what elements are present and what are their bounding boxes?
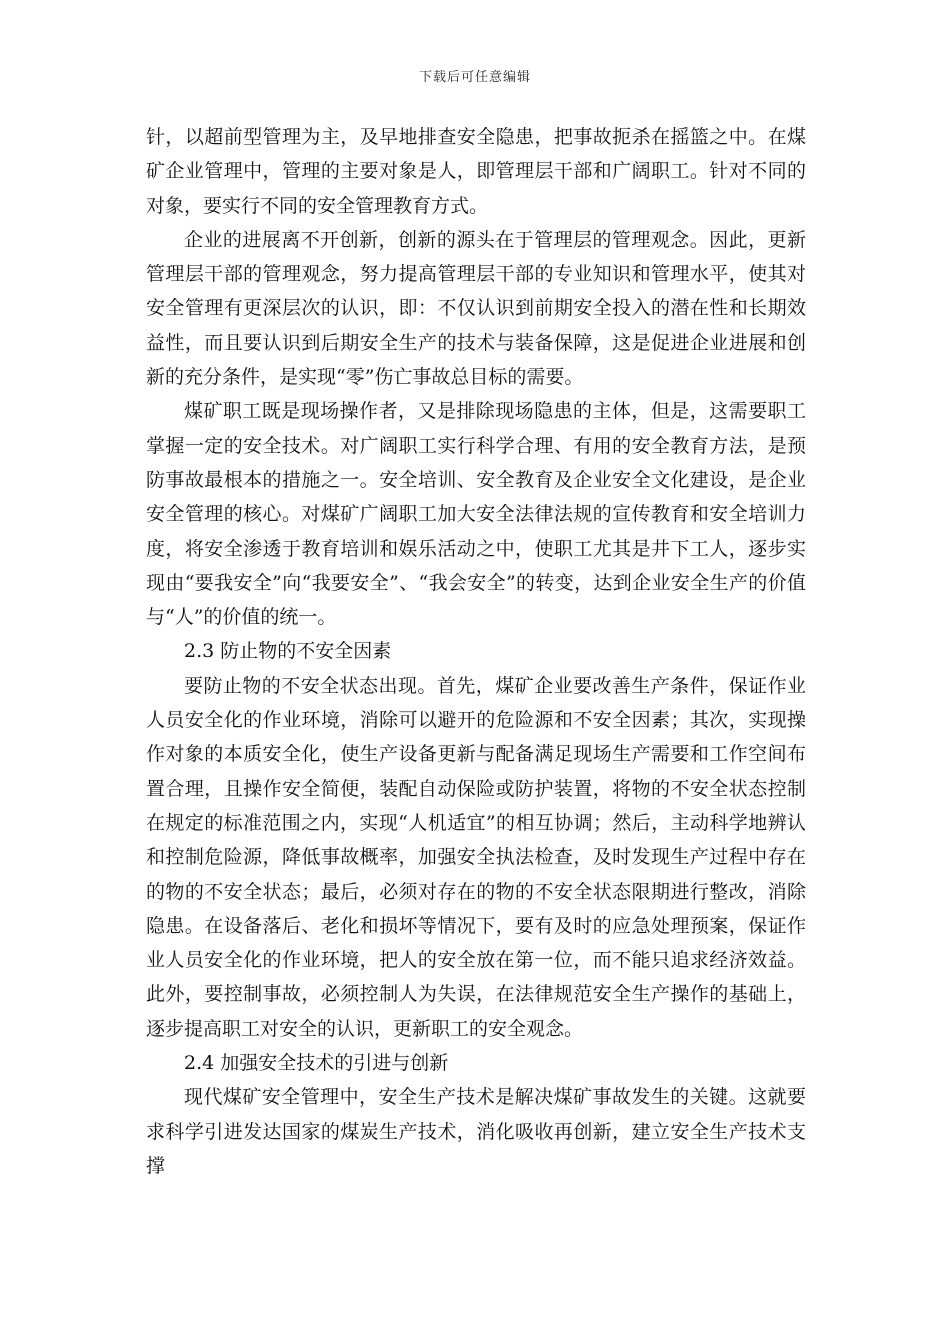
paragraph-innovation: 企业的进展离不开创新，创新的源头在于管理层的管理观念。因此，更新管理层干部的管理观念，努力提高管理层干部的专业知识和管理水平，使其对安全管理有更深层次的认识，即：不仅认识到前期安全投入的潜在性和长期效益性，而且要认识到后期安全生产的技术与装备保障，这是促进企业进展和创新的充分条件，是实现“零”伤亡事故总目标的需要。 xyxy=(146,228,806,389)
section-heading-2-3: 2.3 防止物的不安全因素 xyxy=(184,640,392,663)
paragraph-management-targets: 针，以超前型管理为主，及早地排查安全隐患，把事故扼杀在摇篮之中。在煤矿企业管理中，管理的主要对象是人，即管理层干部和广阔职工。针对不同的对象，要实行不同的安全管理教育方式。 xyxy=(146,126,806,217)
page-header: 下载后可任意编辑 xyxy=(418,70,531,85)
paragraph-safety-technology: 现代煤矿安全管理中，安全生产技术是解决煤矿事故发生的关键。这就要求科学引进发达国家的煤炭生产技术，消化吸收再创新，建立安全生产技术支撑 xyxy=(146,1086,806,1177)
document-body xyxy=(146,120,806,1183)
section-heading-2-4: 2.4 加强安全技术的引进与创新 xyxy=(184,1052,449,1075)
paragraph-worker-training: 煤矿职工既是现场操作者，又是排除现场隐患的主体，但是，这需要职工掌握一定的安全技术。对广阔职工实行科学合理、有用的安全教育方法，是预防事故最根本的措施之一。安全培训、安全教育及企业安全文化建设，是企业安全管理的核心。对煤矿广阔职工加大安全法律法规的宣传教育和安全培训力度，将安全渗透于教育培训和娱乐活动之中，使职工尤其是井下工人，逐步实现由“要我安全”向“我要安全”、“我会安全”的转变，达到企业安全生产的价值与“人”的价值的统一。 xyxy=(146,400,806,629)
paragraph-unsafe-objects: 要防止物的不安全状态出现。首先，煤矿企业要改善生产条件，保证作业人员安全化的作业环境，消除可以避开的危险源和不安全因素；其次，实现操作对象的本质安全化，使生产设备更新与配备满足现场生产需要和工作空间布置合理，且操作安全简便，装配自动保险或防护装置，将物的不安全状态控制在规定的标准范围之内，实现“人机适宜”的相互协调；然后，主动科学地辨认和控制危险源，降低事故概率，加强安全执法检查，及时发现生产过程中存在的物的不安全状态；最后，必须对存在的物的不安全状态限期进行整改，消除隐患。在设备落后、老化和损坏等情况下，要有及时的应急处理预案，保证作业人员安全化的作业环境，把人的安全放在第一位，而不能只追求经济效益。此外，要控制事故，必须控制人为失误，在法律规范安全生产操作的基础上，逐步提高职工对安全的认识，更新职工的安全观念。 xyxy=(146,674,806,1040)
